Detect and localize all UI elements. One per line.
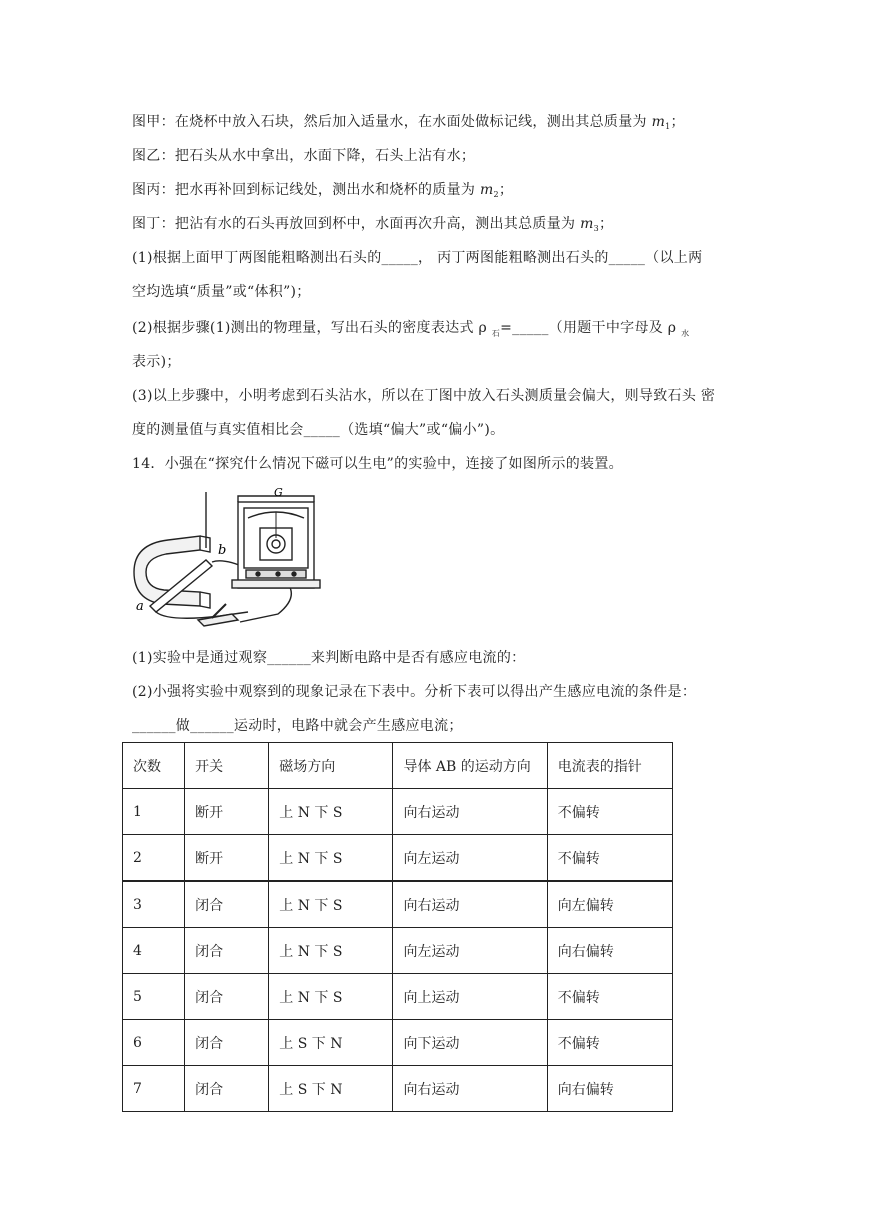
label-a: a [136,599,144,614]
label-b: b [218,543,227,558]
step-bing: 图丙：把水再补回到标记线处，测出水和烧杯的质量为 $m_2$； [132,182,514,199]
header-needle: 电流表的指针 [547,743,672,789]
results-table [122,742,673,1112]
question-1-line-1: (1)根据上面甲丁两图能粗略测出石头的_____， 丙丁两图能粗略测出石头的_____（以上两 [132,250,703,266]
label-g: G [274,488,283,499]
table-row: 2 断开 上 N 下 S 向左运动 不偏转 [123,835,673,882]
table-row: 6 闭合 上 S 下 N 向下运动 不偏转 [123,1020,673,1066]
header-count: 次数 [123,743,185,789]
header-switch: 开关 [185,743,269,789]
table-row: 7 闭合 上 S 下 N 向右运动 向右偏转 [123,1066,673,1112]
question-3-line-2: 度的测量值与真实值相比会_____（选填“偏大”或“偏小”)。 [132,422,505,438]
step-yi: 图乙：把石头从水中拿出，水面下降，石头上沾有水； [132,148,476,164]
table-row: 4 闭合 上 N 下 S 向左运动 向右偏转 [123,928,673,974]
question-1-line-2: 空均选填“质量”或“体积”)； [132,284,311,300]
problem-14-stem: 14．小强在“探究什么情况下磁可以生电”的实验中，连接了如图所示的装置。 [132,456,623,472]
table-row: 5 闭合 上 N 下 S 向上运动 不偏转 [123,974,673,1020]
table-row: 3 闭合 上 N 下 S 向右运动 向左偏转 [123,881,673,928]
subquestion-1: (1)实验中是通过观察______来判断电路中是否有感应电流的： [132,650,526,666]
subquestion-2-line-2: ______做______运动时，电路中就会产生感应电流； [132,718,463,734]
header-motion: 导体 AB 的运动方向 [393,743,547,789]
step-jia: 图甲：在烧杯中放入石块，然后加入适量水，在水面处做标记线，测出其总质量为 $m_1$； [132,114,685,131]
header-field: 磁场方向 [269,743,393,789]
table-header-row [123,743,673,789]
step-ding: 图丁：把沾有水的石头再放回到杯中，水面再次升高，测出其总质量为 $m_3$； [132,216,614,233]
question-2-line-1: (2)根据步骤(1)测出的物理量，写出石头的密度表达式 ρ $_石$=_____（用题干中字母及 ρ $_水$ [132,320,690,338]
subquestion-2-line-1: (2)小强将实验中观察到的现象记录在下表中。分析下表可以得出产生感应电流的条件是： [132,684,697,700]
question-3-line-1: (3)以上步骤中，小明考虑到石头沾水，所以在丁图中放入石头测质量会偏大，则导致石头 密 [132,388,716,404]
question-2-line-2: 表示)； [132,354,181,370]
table-row: 1 断开 上 N 下 S 向右运动 不偏转 [123,789,673,835]
apparatus-figure [128,488,328,628]
